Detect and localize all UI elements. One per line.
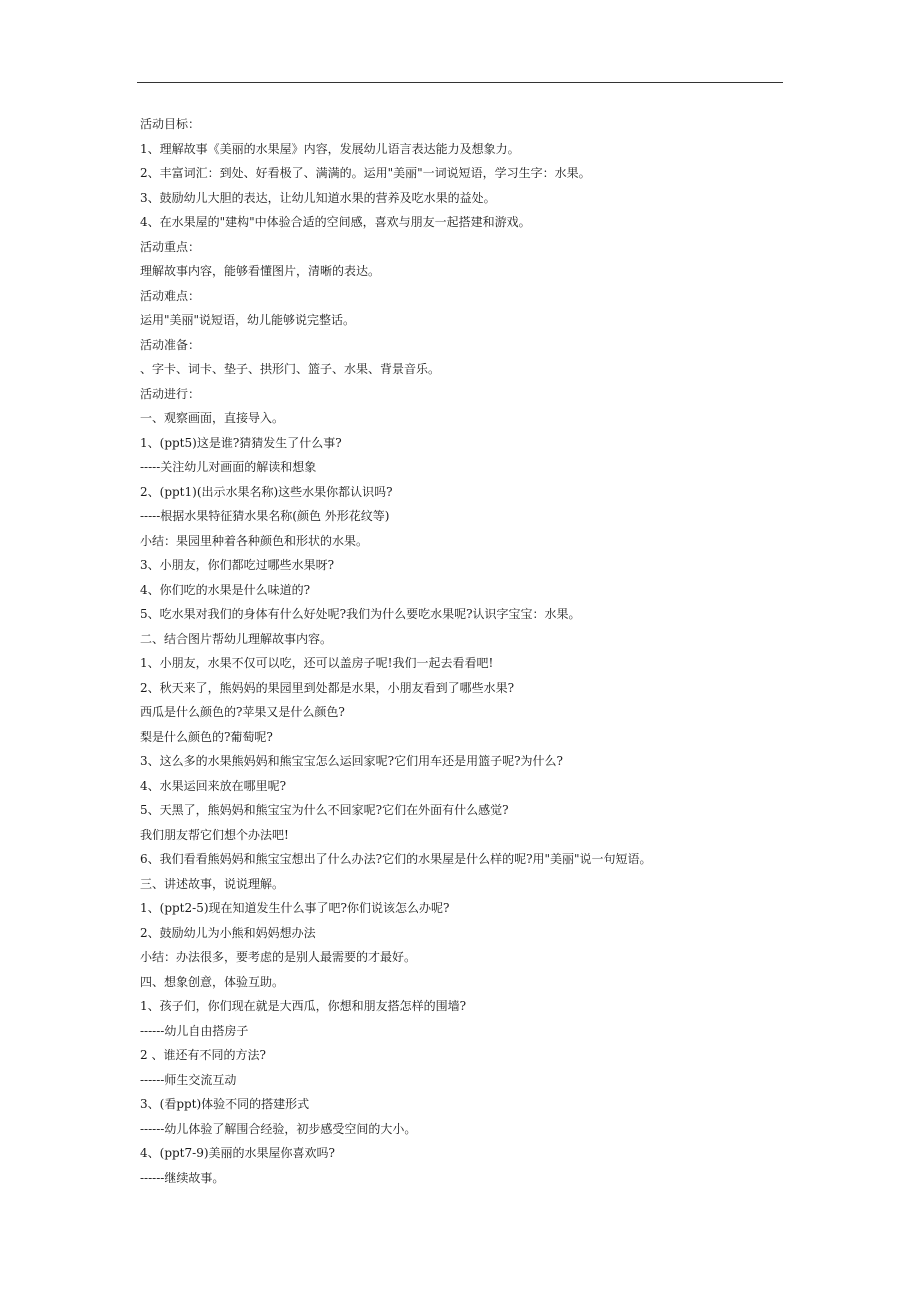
text-line: 三、讲述故事，说说理解。: [140, 876, 285, 891]
section-heading-process: 活动进行：: [140, 386, 201, 401]
text-line: 3、这么多的水果熊妈妈和熊宝宝怎么运回家呢?它们用车还是用篮子呢?为什么?: [140, 754, 563, 768]
text-line: 二、结合图片帮幼儿理解故事内容。: [140, 631, 333, 646]
text-line: 西瓜是什么颜色的?苹果又是什么颜色?: [140, 705, 345, 719]
text-line: 1、孩子们，你们现在就是大西瓜，你想和朋友搭怎样的围墙?: [140, 999, 467, 1013]
text-line: 小结：办法很多，要考虑的是别人最需要的才最好。: [140, 950, 417, 964]
text-line: 2、(ppt1)(出示水果名称)这些水果你都认识吗?: [140, 484, 393, 499]
text-line: 4、(ppt7-9)美丽的水果屋你喜欢吗?: [140, 1146, 335, 1160]
text-line: 6、我们看看熊妈妈和熊宝宝想出了什么办法?它们的水果屋是什么样的呢?用"美丽"说一句短语。: [140, 852, 652, 866]
text-line: 5、吃水果对我们的身体有什么好处呢?我们为什么要吃水果呢?认识字宝宝：水果。: [140, 607, 581, 621]
text-line: 4、在水果屋的"建构"中体验合适的空间感，喜欢与朋友一起搭建和游戏。: [140, 215, 531, 229]
text-line: 我们朋友帮它们想个办法吧!: [140, 827, 289, 842]
text-line: -----根据水果特征猜水果名称(颜色 外形花纹等): [140, 509, 390, 523]
text-line: 小结：果园里种着各种颜色和形状的水果。: [140, 533, 369, 548]
text-line: 2 、谁还有不同的方法?: [140, 1048, 266, 1062]
text-line: 一、观察画面，直接导入。: [140, 411, 285, 425]
text-line: 梨是什么颜色的?葡萄呢?: [140, 729, 273, 744]
document-body: [140, 112, 780, 1190]
text-line: 、字卡、词卡、垫子、拱形门、篮子、水果、背景音乐。: [140, 362, 441, 376]
text-line: 3、鼓励幼儿大胆的表达，让幼儿知道水果的营养及吃水果的益处。: [140, 190, 496, 205]
text-line: 3、小朋友，你们都吃过哪些水果呀?: [140, 558, 335, 572]
section-heading-difficulty: 活动难点：: [140, 288, 201, 303]
text-line: ------幼儿自由搭房子: [140, 1023, 249, 1038]
text-line: 5、天黑了，熊妈妈和熊宝宝为什么不回家呢?它们在外面有什么感觉?: [140, 803, 509, 817]
text-line: 1、理解故事《美丽的水果屋》内容，发展幼儿语言表达能力及想象力。: [140, 141, 520, 156]
section-heading-preparation: 活动准备：: [140, 337, 201, 352]
text-line: 4、水果运回来放在哪里呢?: [140, 778, 287, 793]
text-line: 理解故事内容，能够看懂图片，清晰的表达。: [140, 264, 381, 278]
text-line: 四、想象创意，体验互助。: [140, 974, 285, 989]
text-line: ------师生交流互动: [140, 1072, 237, 1087]
text-line: -----关注幼儿对画面的解读和想象: [140, 460, 317, 474]
text-line: 运用"美丽"说短语，幼儿能够说完整话。: [140, 313, 356, 327]
text-line: 1、小朋友，水果不仅可以吃，还可以盖房子呢!我们一起去看看吧!: [140, 656, 494, 670]
text-line: 2、丰富词汇：到处、好看极了、满满的。运用"美丽"一词说短语，学习生字：水果。: [140, 166, 591, 180]
text-line: ------幼儿体验了解围合经验，初步感受空间的大小。: [140, 1121, 417, 1136]
text-line: 2、秋天来了，熊妈妈的果园里到处都是水果，小朋友看到了哪些水果?: [140, 680, 515, 695]
text-line: 3、(看ppt)体验不同的搭建形式: [140, 1097, 310, 1111]
text-line: 2、鼓励幼儿为小熊和妈妈想办法: [140, 925, 316, 940]
section-heading-goals: 活动目标：: [140, 117, 201, 131]
text-line: ------继续故事。: [140, 1170, 225, 1185]
header-rule: [137, 82, 783, 83]
section-heading-key-point: 活动重点：: [140, 239, 201, 254]
text-line: 1、(ppt2-5)现在知道发生什么事了吧?你们说该怎么办呢?: [140, 901, 450, 915]
text-line: 1、(ppt5)这是谁?猜猜发生了什么事?: [140, 435, 342, 450]
text-line: 4、你们吃的水果是什么味道的?: [140, 582, 311, 597]
